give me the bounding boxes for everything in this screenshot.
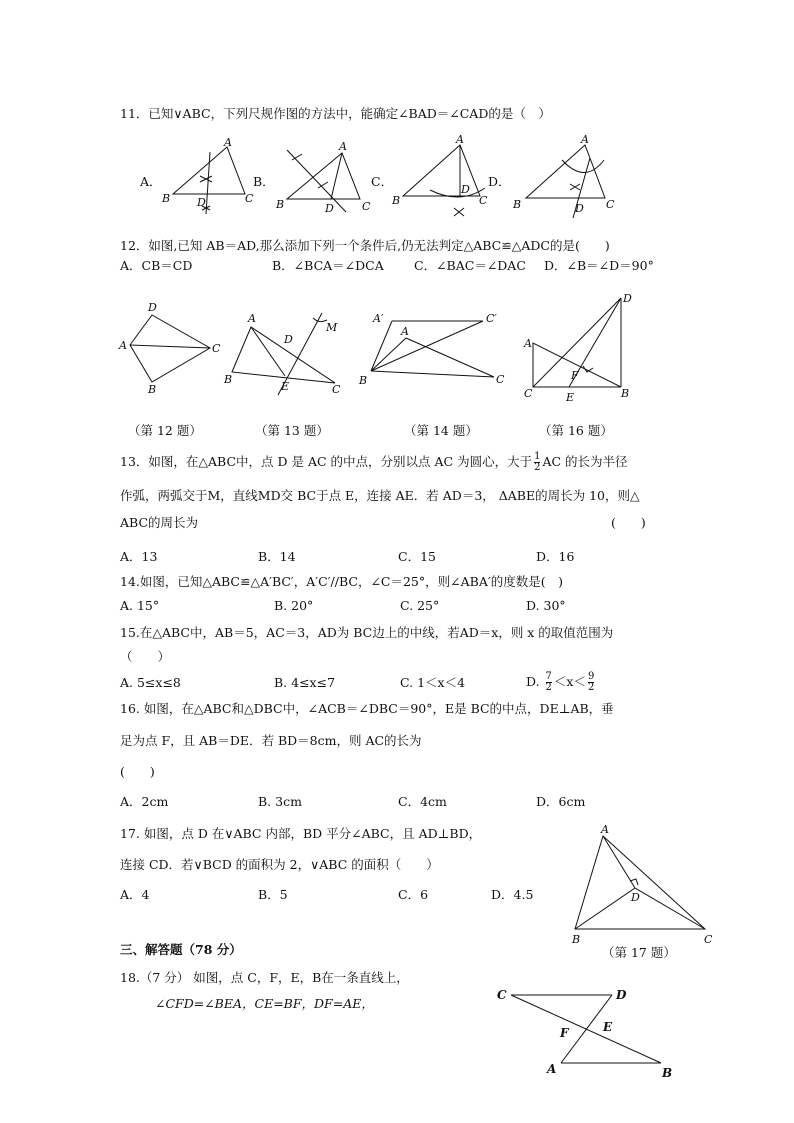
q16-paren: ( ) [120,764,155,779]
label-c: C [497,988,507,1002]
label-c: C [704,933,713,946]
label-m: M [326,321,338,334]
label-c: C [245,192,254,205]
q12-option-b: B．∠BCA＝∠DCA [272,258,384,273]
q13-paren: ( ) [611,515,646,530]
q14-option-b: B. 20° [274,598,314,613]
label-c: C [606,198,615,211]
q16-line2: 足为点 F，且 AB＝DE．若 BD＝8cm，则 AC的长为 [120,733,422,748]
q18-line2: ∠CFD=∠BEA，CE=BF，DF=AE， [155,996,374,1011]
label-e: E [281,380,290,393]
label-d: D [616,988,627,1002]
q11-option-b-label: B． [253,174,275,189]
label-c: C [524,387,533,400]
q11-option-a-label: A． [140,174,162,189]
q16-line1: 16. 如图，在△ABC和△DBC中，∠ACB＝∠DBC＝90°，E是 BC的中点，DE⊥AB，垂 [120,701,614,716]
q12-option-a: A．CB＝CD [120,258,193,273]
q15-option-b: B. 4≤x≤7 [274,675,336,690]
label-b: B [276,198,285,211]
label-d: D [461,183,470,196]
q11-option-c-label: C． [371,174,394,189]
caption-q17: （第 17 题） [602,945,676,960]
label-c: C [496,373,505,386]
label-a: A [547,1062,557,1076]
q13-option-a: A．13 [120,549,158,564]
q12-option-d: D．∠B＝∠D＝90° [544,258,654,273]
label-d: D [197,196,206,209]
q12-stem: 12．如图,已知 AB＝AD,那么添加下列一个条件后,仍无法判定△ABC≌△ADC的是( ) [120,238,610,253]
q14-stem: 14.如图，已知△ABC≌△A′BC′，A′C′//BC，∠C＝25°，则∠ABA′的度数是( ) [120,574,563,589]
q16-option-d: D．6cm [536,794,586,809]
caption-q14: （第 14 题） [404,423,478,438]
label-c: C [362,200,371,213]
label-b: B [224,373,233,386]
label-d: D [284,333,293,346]
q16-option-c: C．4cm [398,794,447,809]
label-a: A [524,337,532,350]
label-d: D [623,292,632,305]
caption-q13: （第 13 题） [255,423,329,438]
q12-option-c: C．∠BAC＝∠DAC [414,258,526,273]
fraction-seven-halves: $\frac{7}{2}$ [545,671,552,693]
q17-line1: 17. 如图，点 D 在∨ABC 内部，BD 平分∠ABC，且 AD⊥BD， [120,826,482,841]
q17-option-a: A．4 [120,887,150,902]
q13-option-b: B．14 [258,549,296,564]
label-b: B [662,1066,673,1080]
q14-option-c: C. 25° [400,598,440,613]
q13-line1-tail: AC 的长为半径 [542,454,628,469]
q15-paren: （ ） [120,649,171,664]
section-3-heading: 三、解答题（78 分） [120,942,242,957]
q17-option-c: C．6 [398,887,429,902]
q17-option-d: D．4.5 [491,887,534,902]
q17-option-b: B．5 [258,887,288,902]
q16-option-a: A．2cm [120,794,169,809]
label-a: A [456,133,464,146]
q15-option-a: A. 5≤x≤8 [120,675,181,690]
label-c: C [332,383,341,396]
label-a: A [119,339,127,352]
q13-line1-text: 13．如图，在△ABC中，点 D 是 AC 的中点，分别以点 AC 为圆心，大于 [120,454,533,469]
label-e: E [603,1020,613,1034]
q13-option-c: C．15 [398,549,436,564]
q14-option-a: A. 15° [120,598,160,613]
label-c: C [212,342,221,355]
q14-option-d: D. 30° [526,598,566,613]
label-a: A [601,823,609,836]
label-c: C [479,194,488,207]
fraction-nine-halves: $\frac{9}{2}$ [587,671,595,693]
q15-option-c: C. 1＜x＜4 [400,675,466,690]
label-f: F [560,1026,569,1040]
q11-option-d-label: D． [488,174,511,189]
label-b: B [513,198,522,211]
label-e: E [566,391,575,404]
label-b: B [392,194,401,207]
q15-stem: 15.在△ABC中，AB＝5，AC＝3，AD为 BC边上的中线，若AD＝x，则 x 的取值范围为 [120,625,614,640]
label-d: D [575,202,584,215]
q13-option-d: D．16 [536,549,575,564]
q15-option-d: D. $\frac{7}{2}$ ＜x＜ $\frac{9}{2}$ [526,671,595,693]
label-b: B [162,192,171,205]
label-d: D [325,202,334,215]
label-a: A [581,133,589,146]
label-c-prime: C′ [486,312,497,325]
q13-line3: ABC的周长为 [120,515,199,530]
label-a-prime: A′ [373,312,384,325]
label-d: D [148,301,157,314]
q11-stem: 11．已知∨ABC，下列尺规作图的方法中，能确定∠BAD＝∠CAD的是（ ） [120,106,551,121]
label-a: A [401,325,409,338]
label-b: B [359,374,368,387]
label-d: D [631,891,640,904]
q16-option-b: B. 3cm [258,794,302,809]
label-f: F [571,369,579,382]
label-b: B [148,383,157,396]
q17-line2: 连接 CD．若∨BCD 的面积为 2，∨ABC 的面积（ ） [120,857,439,872]
label-a: A [224,136,232,149]
label-a: A [248,312,256,325]
label-b: B [621,387,630,400]
q18-line1: 18.（7 分） 如图，点 C，F，E，B在一条直线上， [120,970,409,985]
fraction-half: $\frac{1}{2}$ [534,451,541,473]
caption-q12: （第 12 题） [128,423,202,438]
label-a: A [339,140,347,153]
q13-line2: 作弧，两弧交于M，直线MD交 BC于点 E，连接 AE．若 AD＝3， ΔABE的周长为 10，则△ [120,488,640,503]
caption-q16: （第 16 题） [539,423,613,438]
label-b: B [572,933,581,946]
